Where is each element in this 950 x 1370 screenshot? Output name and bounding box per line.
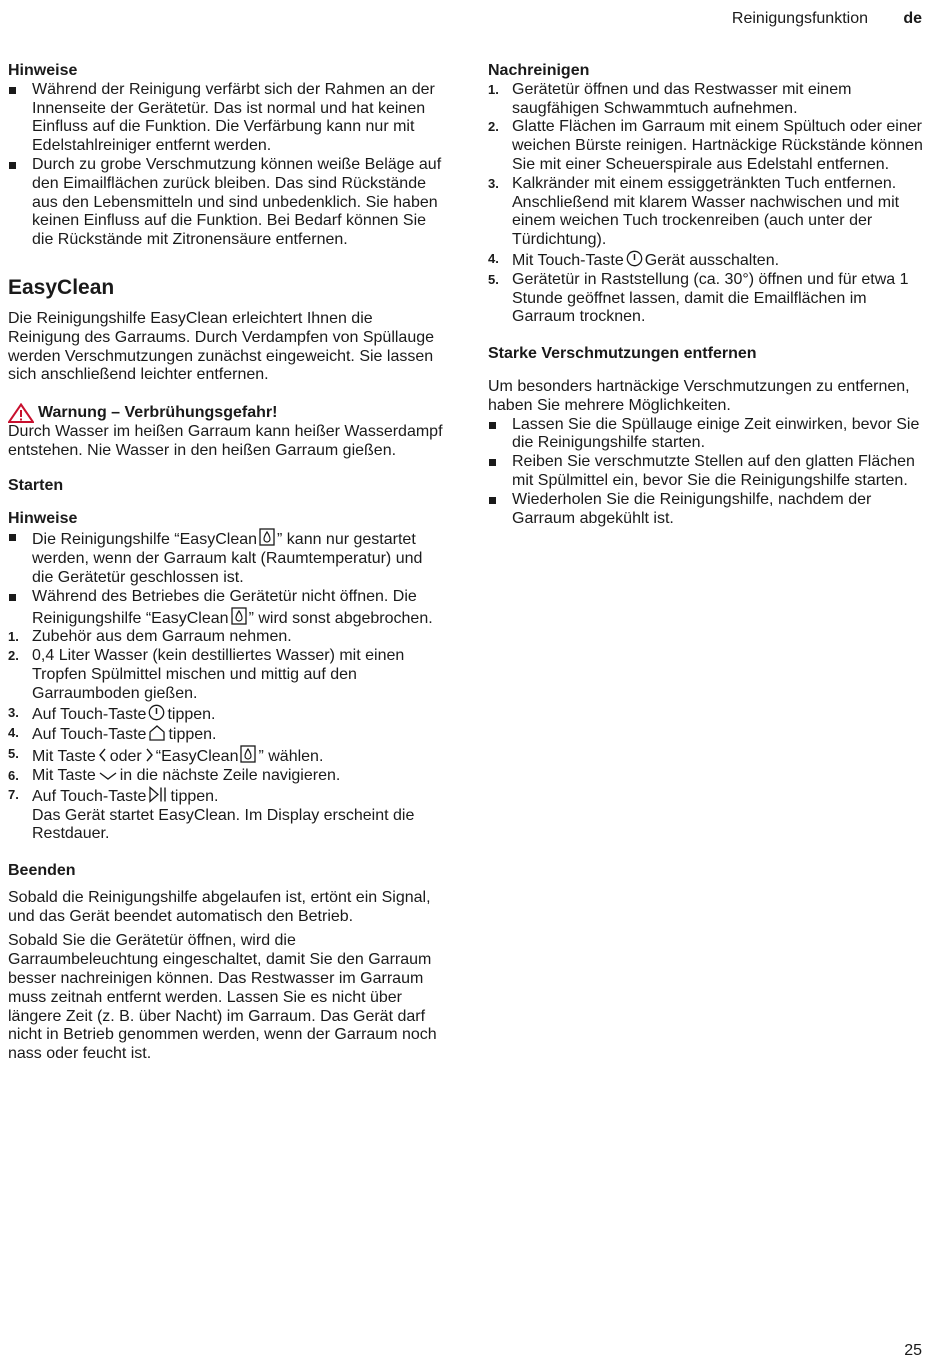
- list-item: 2. 0,4 Liter Wasser (kein destilliertes Wasser) mit einen Tropfen Spülmittel mischen und mittig auf den Garraumboden gießen.: [8, 647, 405, 702]
- chevron-down-icon: [98, 770, 118, 782]
- start-notes-list: [8, 528, 448, 628]
- list-item: Durch zu grobe Verschmutzung können weiße Beläge auf den Eimailflächen zurück bleiben. Das sind Rückstände aus den Lebensmitteln und sind unbedenklich. Sie haben keinen Einfluss auf die Funktion. Bei Bedarf können Sie die Rückstände mit Zitronensäure entfernen.: [8, 156, 448, 250]
- left-column: [8, 62, 448, 1064]
- power-icon: [626, 250, 643, 267]
- easyclean-intro: Die Reinigungshilfe EasyClean erleichtert Ihnen die Reinigung des Garraums. Durch Verdampfen von Spüllauge werden Verschmutzungen zunächst eingeweicht. Sie lassen sich anschließend leichter entfernen.: [8, 309, 435, 384]
- end-paragraph-1: Sobald die Reinigungshilfe abgelaufen ist, ertönt ein Signal, und das Gerät beendet automatisch den Betrieb.: [8, 888, 431, 925]
- header-section-title: Reinigungsfunktion: [731, 10, 868, 27]
- easyclean-drop-icon: [231, 607, 247, 625]
- list-item: 6. Mit Taste in die nächste Zeile navigieren.: [8, 766, 341, 784]
- home-icon: [148, 724, 166, 741]
- start-heading: Starten: [8, 476, 64, 494]
- post-clean-heading: Nachreinigen: [488, 62, 590, 79]
- list-item: 3. Auf Touch-Taste tippen.: [8, 704, 216, 723]
- warning-block: [8, 403, 448, 461]
- chevron-right-icon: [144, 747, 154, 763]
- list-item: 4. Auf Touch-Taste tippen.: [8, 725, 217, 744]
- page-number: 25: [904, 1342, 922, 1359]
- list-item: 1. Gerätetür öffnen und das Restwasser mit einem saugfähigen Schwammtuch aufnehmen.: [488, 80, 852, 117]
- list-item: 5. Mit Taste oder “EasyClean ” wählen.: [8, 746, 324, 766]
- list-item: 7. Auf Touch-Taste tippen. Das Gerät startet EasyClean. Im Display erscheint die Restdauer.: [8, 786, 415, 843]
- list-item: 3. Kalkränder mit einem essiggetränkten Tuch entfernen. Anschließend mit klarem Wasser nachwischen und mit einem weichen Tuch trockenreiben (auch unter der Türdichtung).: [488, 174, 900, 249]
- list-item: Die Reinigungshilfe “EasyClean ” kann nur gestartet werden, wenn der Garraum kalt (Raumtemperatur) und die Gerätetür geschlossen ist.: [8, 528, 448, 587]
- end-heading: Beenden: [8, 862, 76, 880]
- list-item: Während des Betriebes die Gerätetür nicht öffnen. Die Reinigungshilfe “EasyClean ” wird sonst abgebrochen.: [8, 588, 448, 629]
- list-item: Reiben Sie verschmutzte Stellen auf den glatten Flächen mit Spülmittel ein, bevor Sie die Reinigungshilfe starten.: [488, 453, 928, 491]
- list-item: Wiederholen Sie die Reinigungshilfe, nachdem der Garraum abgekühlt ist.: [488, 491, 928, 529]
- list-item: Während der Reinigung verfärbt sich der Rahmen an der Innenseite der Gerätetür. Das ist normal und hat keinen Einfluss auf die Funktion. Die Verfärbung kann nur mit Edelstahlreiniger entfernt werden.: [8, 81, 448, 156]
- start-steps-list: [8, 628, 448, 844]
- chevron-left-icon: [98, 747, 108, 763]
- start-notes-heading: Hinweise: [8, 509, 78, 527]
- easyclean-heading: EasyClean: [8, 275, 115, 299]
- list-item: 1. Zubehör aus dem Garraum nehmen.: [8, 628, 292, 646]
- warning-title: Warnung – Verbrühungsgefahr!: [38, 403, 278, 421]
- warning-triangle-icon: [8, 403, 34, 423]
- list-item: 2. Glatte Flächen im Garraum mit einem Spültuch oder einer weichen Bürste reinigen. Hartnäckige Rückstände können Sie mit einer Scheuerspirale aus Edelstahl entfernen.: [488, 118, 923, 173]
- list-item: 5. Gerätetür in Raststellung (ca. 30°) öffnen und für etwa 1 Stunde geöffnet lassen, damit die Emailflächen im Garraum trocknen.: [488, 270, 909, 326]
- heavy-dirt-intro: Um besonders hartnäckige Verschmutzungen zu entfernen, haben Sie mehrere Möglichkeiten.: [488, 377, 910, 414]
- notes-heading: Hinweise: [8, 62, 78, 79]
- list-item: 4. Mit Touch-Taste Gerät ausschalten.: [488, 250, 780, 269]
- warning-text: Durch Wasser im heißen Garraum kann heißer Wasserdampf entstehen. Nie Wasser in den heißen Garraum gießen.: [8, 423, 443, 459]
- notes-list: [8, 81, 448, 250]
- play-pause-icon: [148, 786, 168, 803]
- post-clean-steps: [488, 81, 928, 327]
- end-paragraph-2: Sobald Sie die Gerätetür öffnen, wird die Garraumbeleuchtung eingeschaltet, damit Sie den Garraum besser nachreinigen können. Das Restwasser im Garraum muss zeitnah entfernt werden. Lassen Sie es nicht über längere Zeit (z. B. über Nacht) im Garraum. Das Gerät darf nicht in Betrieb genommen werden, wenn der Garraum noch nass oder feucht ist.: [8, 932, 437, 1063]
- easyclean-drop-icon: [240, 745, 256, 763]
- right-column: [488, 62, 928, 528]
- list-item: Lassen Sie die Spüllauge einige Zeit einwirken, bevor Sie die Reinigungshilfe starten.: [488, 416, 928, 454]
- header-language: de: [903, 10, 922, 27]
- power-icon: [148, 704, 165, 721]
- easyclean-drop-icon: [259, 528, 275, 546]
- heavy-dirt-list: [488, 416, 928, 529]
- heavy-dirt-heading: Starke Verschmutzungen entfernen: [488, 345, 757, 363]
